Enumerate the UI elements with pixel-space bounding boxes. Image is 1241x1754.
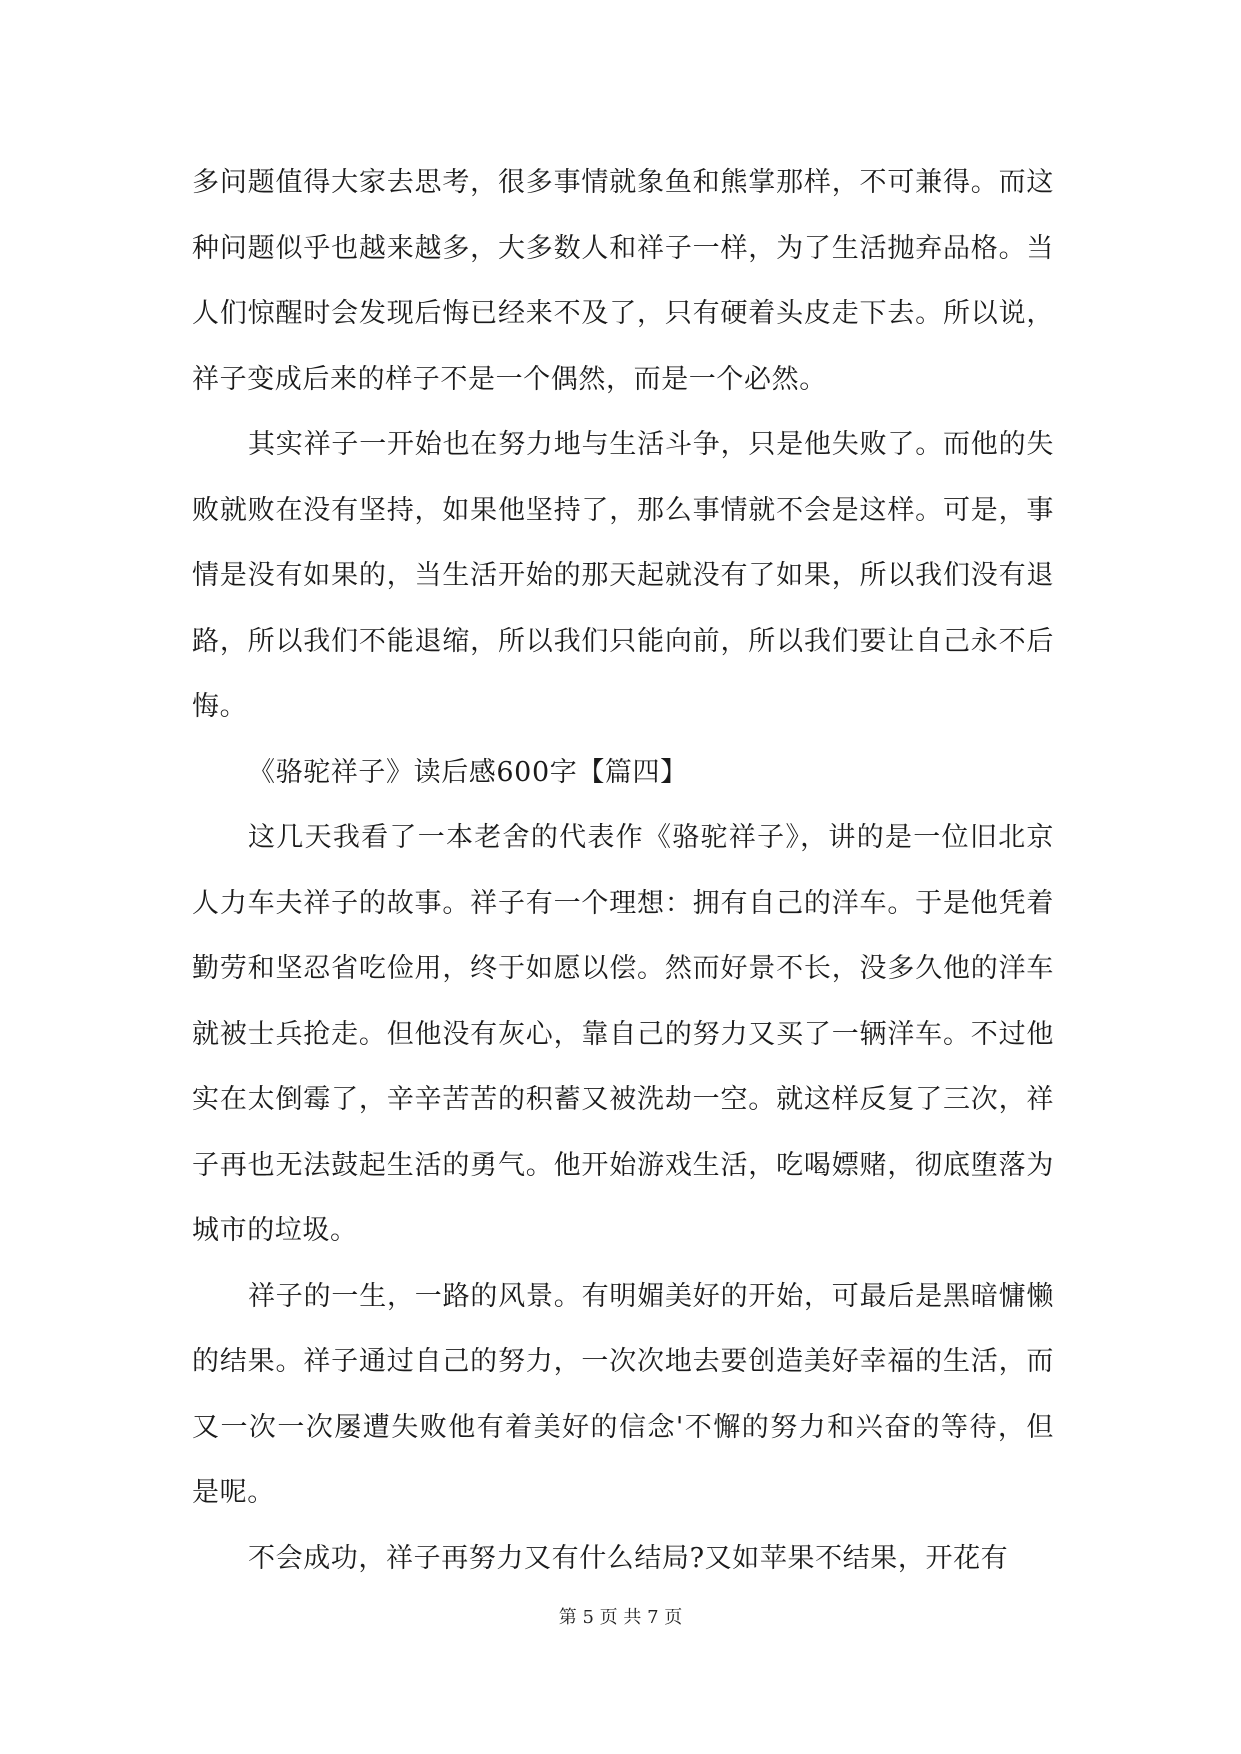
page-number-footer: 第 5 页 共 7 页 bbox=[558, 1607, 683, 1628]
paragraph: 其实祥子一开始也在努力地与生活斗争，只是他失败了。而他的失败就败在没有坚持，如果他坚持了，那么事情就不会是这样。可是，事情是没有如果的，当生活开始的那天起就没有了如果，所以我们没有退路，所以我们不能退缩，所以我们只能向前，所以我们要让自己永不后悔。 bbox=[192, 429, 1054, 722]
section-heading: 《骆驼祥子》读后感600字【篇四】 bbox=[248, 756, 688, 788]
paragraph: 不会成功，祥子再努力又有什么结局?又如苹果不结果，开花有 bbox=[248, 1542, 1009, 1574]
paragraph: 祥子的一生，一路的风景。有明媚美好的开始，可最后是黑暗慵懒的结果。祥子通过自己的努力，一次次地去要创造美好幸福的生活，而又一次一次屡遭失败他有着美好的信念'不懈的努力和兴奋的等待，但是呢。 bbox=[192, 1280, 1054, 1508]
paragraph: 这几天我看了一本老舍的代表作《骆驼祥子》，讲的是一位旧北京人力车夫祥子的故事。祥子有一个理想：拥有自己的洋车。于是他凭着勤劳和坚忍省吃俭用，终于如愿以偿。然而好景不长，没多久他的洋车就被士兵抢走。但他没有灰心，靠自己的努力又买了一辆洋车。不过他实在太倒霉了，辛辛苦苦的积蓄又被洗劫一空。就这样反复了三次，祥子再也无法鼓起生活的勇气。他开始游戏生活，吃喝嫖赌，彻底堕落为城市的垃圾。 bbox=[192, 822, 1054, 1246]
document-body bbox=[192, 150, 1054, 1591]
paragraph-continued: 多问题值得大家去思考，很多事情就象鱼和熊掌那样，不可兼得。而这种问题似乎也越来越多，大多数人和祥子一样，为了生活抛弃品格。当人们惊醒时会发现后悔已经来不及了，只有硬着头皮走下去。所以说，祥子变成后来的样子不是一个偶然，而是一个必然。 bbox=[192, 167, 1054, 395]
